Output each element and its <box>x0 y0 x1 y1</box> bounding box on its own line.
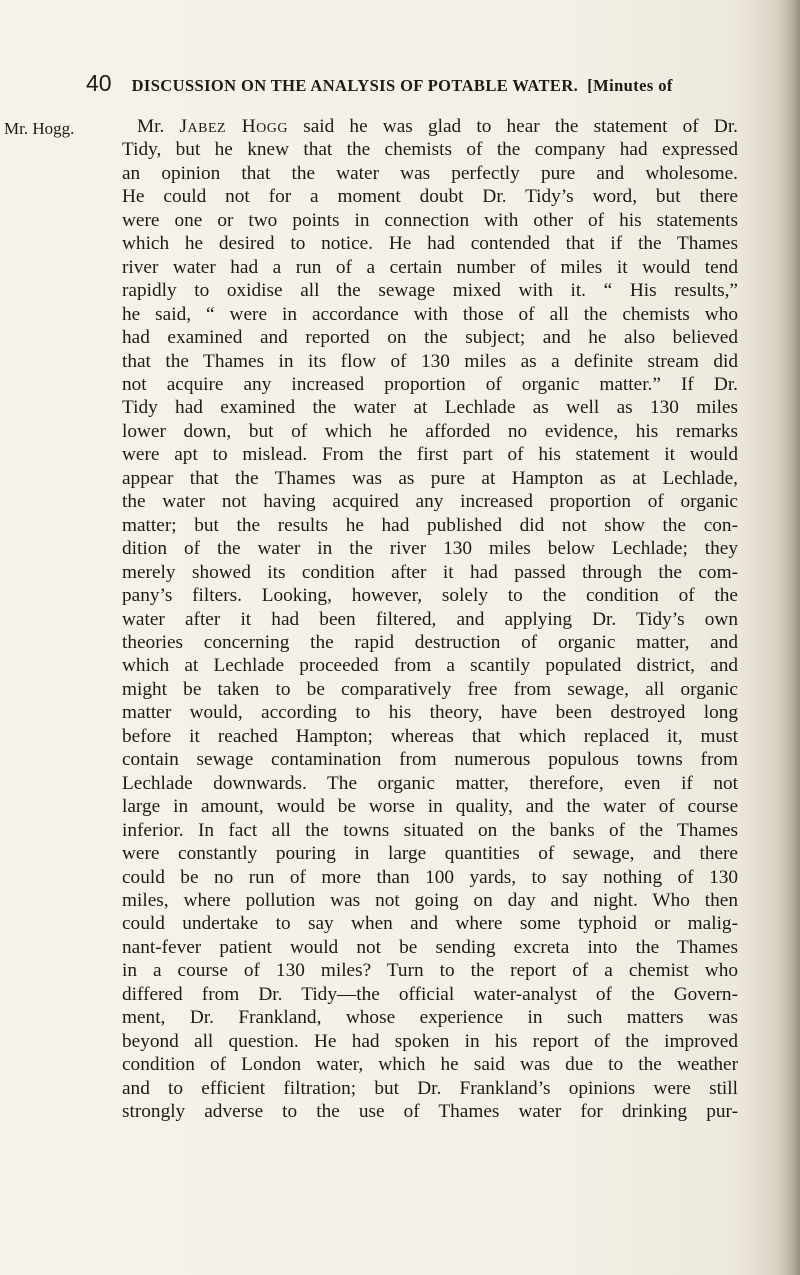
text-line: had examined and reported on the subject; and he also believed <box>122 327 738 349</box>
text-line: lower down, but of which he afforded no evidence, his remarks <box>122 420 738 442</box>
text-line: inferior. In fact all the towns situated on the banks of the Thames <box>122 819 738 841</box>
text-line: which at Lechlade proceeded from a scantily populated district, and <box>122 655 738 677</box>
text-line: matter; but the results he had published did not show the con- <box>122 514 738 536</box>
running-head-section: [Minutes of <box>587 76 673 95</box>
text-line: he said, “ were in accordance with those of all the chemists who <box>122 303 738 325</box>
speaker-name: Jabez Hogg <box>179 116 289 137</box>
running-head-title: DISCUSSION ON THE ANALYSIS OF POTABLE WATER. <box>131 76 579 95</box>
text-line: contain sewage contamination from numerous populous towns from <box>122 749 738 771</box>
text-line: miles, where pollution was not going on day and night. Who then <box>122 889 738 911</box>
text-line: merely showed its condition after it had passed through the com- <box>122 561 738 583</box>
text-line: strongly adverse to the use of Thames water for drinking pur- <box>122 1101 738 1123</box>
text-line: which he desired to notice. He had contended that if the Thames <box>122 233 738 255</box>
text-line: Tidy had examined the water at Lechlade as well as 130 miles <box>122 397 738 419</box>
text-line: and to efficient filtration; but Dr. Frankland’s opinions were still <box>122 1077 738 1099</box>
text-line: might be taken to be comparatively free from sewage, all organic <box>122 678 738 700</box>
text-line: large in amount, would be worse in quality, and the water of course <box>122 796 738 818</box>
text-line: theories concerning the rapid destruction of organic matter, and <box>122 631 738 653</box>
text-line: were constantly pouring in large quantities of sewage, and there <box>122 843 738 865</box>
text-line: were apt to mislead. From the first part of his statement it would <box>122 444 738 466</box>
binding-edge-shadow <box>778 0 800 1275</box>
text-line: rapidly to oxidise all the sewage mixed with it. “ His results,” <box>122 280 738 302</box>
text-line <box>122 115 738 138</box>
page-number: 40 <box>86 70 112 96</box>
text-line: appear that the Thames was as pure at Hampton as at Lechlade, <box>122 467 738 489</box>
page-header <box>86 70 726 100</box>
text-line: nant-fever patient would not be sending excreta into the Thames <box>122 936 738 958</box>
line-text: said he was glad to hear the statement of Dr. <box>288 116 739 137</box>
margin-note: Mr. Hogg. <box>4 119 75 138</box>
text-line: the water not having acquired any increased proportion of organic <box>122 491 738 513</box>
text-line: not acquire any increased proportion of organic matter.” If Dr. <box>122 373 738 395</box>
text-line: condition of London water, which he said was due to the weather <box>122 1054 738 1076</box>
text-line: an opinion that the water was perfectly pure and wholesome. <box>122 162 738 184</box>
text-line: were one or two points in connection with other of his statements <box>122 209 738 231</box>
text-line: that the Thames in its flow of 130 miles as a definite stream did <box>122 350 738 372</box>
text-line: ment, Dr. Frankland, whose experience in such matters was <box>122 1007 738 1029</box>
text-line: differed from Dr. Tidy—the official water-analyst of the Govern- <box>122 983 738 1005</box>
text-line: in a course of 130 miles? Turn to the report of a chemist who <box>122 960 738 982</box>
body-paragraph <box>122 115 738 1123</box>
text-line: beyond all question. He had spoken in his report of the improved <box>122 1030 738 1052</box>
text-line: matter would, according to his theory, have been destroyed long <box>122 702 738 724</box>
text-line: before it reached Hampton; whereas that which replaced it, must <box>122 725 738 747</box>
text-line: could be no run of more than 100 yards, to say nothing of 130 <box>122 866 738 888</box>
running-head <box>132 76 673 96</box>
text-line: Tidy, but he knew that the chemists of the company had expressed <box>122 139 738 161</box>
text-line: He could not for a moment doubt Dr. Tidy’s word, but there <box>122 186 738 208</box>
text-line: river water had a run of a certain number of miles it would tend <box>122 256 738 278</box>
text-line: pany’s filters. Looking, however, solely to the condition of the <box>122 585 738 607</box>
speaker-prefix: Mr. <box>137 116 165 137</box>
text-line: Lechlade downwards. The organic matter, therefore, even if not <box>122 772 738 794</box>
text-line: water after it had been filtered, and applying Dr. Tidy’s own <box>122 608 738 630</box>
text-line: dition of the water in the river 130 miles below Lechlade; they <box>122 538 738 560</box>
text-line: could undertake to say when and where some typhoid or malig- <box>122 913 738 935</box>
